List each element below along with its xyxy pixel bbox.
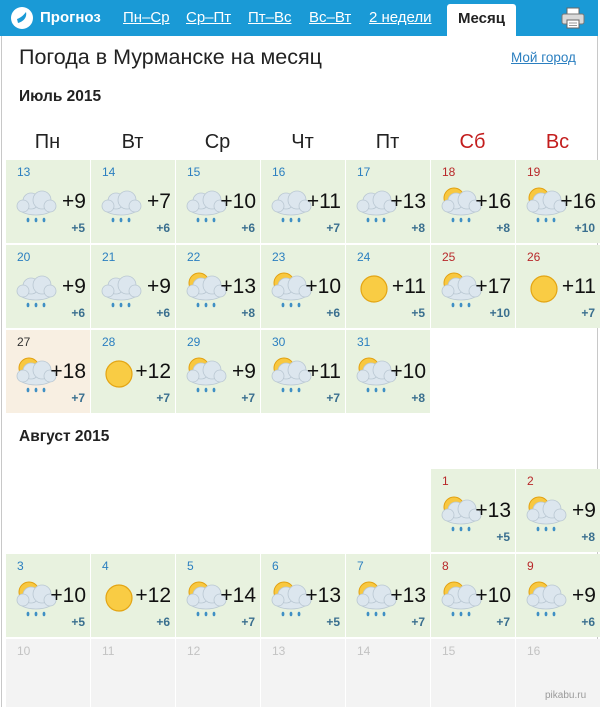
night-temperature: +10	[489, 306, 510, 320]
day-number: 14	[357, 644, 371, 658]
night-temperature: +6	[581, 615, 595, 629]
day-number: 29	[187, 335, 201, 349]
night-temperature: +7	[496, 615, 510, 629]
calendar-day[interactable]	[176, 554, 260, 637]
month-label: Август 2015	[19, 428, 110, 445]
day-number: 5	[187, 559, 194, 573]
calendar-day[interactable]	[6, 330, 90, 413]
day-temperature: +11	[561, 275, 596, 298]
night-temperature: +5	[496, 530, 510, 544]
day-temperature: +9	[232, 360, 256, 383]
calendar-day[interactable]	[176, 245, 260, 328]
day-number: 15	[442, 644, 456, 658]
calendar-day[interactable]	[346, 245, 430, 328]
weekday-header: Вт	[121, 131, 144, 153]
night-temperature: +7	[326, 391, 340, 405]
day-number: 18	[442, 165, 456, 179]
cloud-rain-icon	[97, 183, 145, 225]
night-temperature: +8	[241, 306, 255, 320]
day-number: 8	[442, 559, 449, 573]
day-temperature: +13	[390, 584, 426, 607]
cloud-rain-icon	[12, 268, 60, 310]
calendar-day[interactable]	[91, 245, 175, 328]
calendar-day[interactable]	[91, 160, 175, 243]
calendar-day[interactable]	[431, 245, 515, 328]
night-temperature: +5	[71, 615, 85, 629]
day-number: 26	[527, 250, 541, 264]
day-number: 30	[272, 335, 286, 349]
weekday-header: Пн	[34, 131, 61, 153]
calendar-day-empty	[176, 639, 260, 707]
day-number: 2	[527, 474, 534, 488]
night-temperature: +6	[326, 306, 340, 320]
sun-cloud-rain-icon	[522, 492, 570, 534]
day-number: 1	[442, 474, 449, 488]
day-temperature: +11	[391, 275, 426, 298]
day-temperature: +13	[220, 275, 256, 298]
night-temperature: +6	[241, 221, 255, 235]
weekday-header: Чт	[291, 131, 314, 153]
day-temperature: +9	[147, 275, 171, 298]
calendar-day-empty	[261, 639, 345, 707]
calendar-day[interactable]	[176, 330, 260, 413]
printer-icon[interactable]	[560, 6, 586, 30]
calendar-day[interactable]	[6, 245, 90, 328]
night-temperature: +8	[411, 391, 425, 405]
day-number: 16	[527, 644, 541, 658]
month-label: Июль 2015	[19, 88, 102, 105]
night-temperature: +7	[581, 306, 595, 320]
calendar-day[interactable]	[261, 160, 345, 243]
day-temperature: +14	[220, 584, 256, 607]
sun-cloud-rain-icon	[182, 353, 230, 395]
day-number: 24	[357, 250, 371, 264]
night-temperature: +7	[326, 221, 340, 235]
day-number: 12	[187, 644, 201, 658]
calendar-day[interactable]	[346, 554, 430, 637]
day-number: 14	[102, 165, 116, 179]
day-temperature: +9	[572, 499, 596, 522]
weekday-header: Ср	[204, 131, 231, 153]
day-temperature: +13	[390, 190, 426, 213]
calendar-day[interactable]	[516, 469, 600, 552]
day-temperature: +10	[50, 584, 86, 607]
weekday-header: Сб	[459, 131, 486, 153]
night-temperature: +6	[156, 221, 170, 235]
day-temperature: +12	[135, 360, 171, 383]
calendar-day-empty	[346, 639, 430, 707]
day-temperature: +16	[560, 190, 596, 213]
night-temperature: +5	[71, 221, 85, 235]
day-temperature: +16	[475, 190, 511, 213]
day-number: 11	[102, 644, 115, 658]
night-temperature: +7	[156, 391, 170, 405]
day-number: 31	[357, 335, 371, 349]
page-title: Погода в Мурманске на месяц	[19, 45, 322, 69]
day-number: 4	[102, 559, 109, 573]
tab-mon-wed[interactable]: Пн–Ср	[123, 9, 170, 26]
tab-fri-sun[interactable]: Пт–Вс	[248, 9, 292, 26]
calendar-day[interactable]	[346, 160, 430, 243]
day-temperature: +9	[62, 275, 86, 298]
day-temperature: +13	[305, 584, 341, 607]
day-temperature: +7	[147, 190, 171, 213]
day-temperature: +13	[475, 499, 511, 522]
calendar-day[interactable]	[431, 469, 515, 552]
calendar-day-empty	[431, 639, 515, 707]
night-temperature: +8	[581, 530, 595, 544]
cloud-rain-icon	[97, 268, 145, 310]
calendar-day[interactable]	[431, 554, 515, 637]
calendar-day[interactable]	[346, 330, 430, 413]
calendar-day[interactable]	[516, 554, 600, 637]
day-number: 3	[17, 559, 24, 573]
tab-month[interactable]: Месяц	[447, 4, 516, 36]
day-number: 7	[357, 559, 364, 573]
tab-sun-tue[interactable]: Вс–Вт	[309, 9, 352, 26]
night-temperature: +5	[411, 306, 425, 320]
calendar-day[interactable]	[6, 554, 90, 637]
night-temperature: +5	[326, 615, 340, 629]
day-number: 20	[17, 250, 31, 264]
day-number: 22	[187, 250, 201, 264]
calendar-day[interactable]	[431, 160, 515, 243]
day-temperature: +18	[50, 360, 86, 383]
calendar-day-empty	[6, 639, 90, 707]
day-number: 17	[357, 165, 371, 179]
day-number: 10	[17, 644, 31, 658]
night-temperature: +7	[241, 391, 255, 405]
day-temperature: +9	[62, 190, 86, 213]
day-temperature: +17	[475, 275, 511, 298]
day-temperature: +10	[220, 190, 256, 213]
day-number: 15	[187, 165, 201, 179]
calendar-day[interactable]	[91, 554, 175, 637]
day-number: 6	[272, 559, 279, 573]
night-temperature: +7	[71, 391, 85, 405]
calendar-day[interactable]	[261, 245, 345, 328]
tab-2-weeks[interactable]: 2 недели	[369, 9, 432, 26]
calendar-day[interactable]	[91, 330, 175, 413]
calendar-day-empty	[91, 639, 175, 707]
day-temperature: +10	[390, 360, 426, 383]
weekday-header: Вс	[545, 131, 570, 153]
day-number: 9	[527, 559, 534, 573]
night-temperature: +8	[496, 221, 510, 235]
day-temperature: +9	[572, 584, 596, 607]
top-nav	[0, 0, 598, 36]
day-number: 28	[102, 335, 116, 349]
day-temperature: +11	[306, 190, 341, 213]
night-temperature: +6	[156, 615, 170, 629]
logo-icon	[11, 7, 33, 29]
day-number: 13	[272, 644, 286, 658]
calendar-day[interactable]	[6, 160, 90, 243]
night-temperature: +10	[574, 221, 595, 235]
day-temperature: +10	[305, 275, 341, 298]
calendar-day[interactable]	[261, 330, 345, 413]
day-number: 21	[102, 250, 116, 264]
watermark: pikabu.ru	[545, 690, 587, 701]
night-temperature: +7	[241, 615, 255, 629]
night-temperature: +6	[156, 306, 170, 320]
day-number: 23	[272, 250, 286, 264]
night-temperature: +7	[411, 615, 425, 629]
cloud-rain-icon	[12, 183, 60, 225]
brand-label[interactable]: Прогноз	[40, 9, 101, 26]
day-number: 13	[17, 165, 31, 179]
night-temperature: +6	[71, 306, 85, 320]
day-number: 16	[272, 165, 286, 179]
calendar-day[interactable]	[176, 160, 260, 243]
day-temperature: +10	[475, 584, 511, 607]
tab-wed-fri[interactable]: Ср–Пт	[186, 9, 232, 26]
day-temperature: +12	[135, 584, 171, 607]
day-number: 27	[17, 335, 31, 349]
night-temperature: +8	[411, 221, 425, 235]
calendar-day[interactable]	[516, 245, 600, 328]
calendar-day[interactable]	[261, 554, 345, 637]
sun-cloud-rain-icon	[522, 577, 570, 619]
my-city-link[interactable]: Мой город	[511, 50, 576, 65]
weekday-header: Пт	[375, 131, 400, 153]
day-number: 25	[442, 250, 456, 264]
day-number: 19	[527, 165, 541, 179]
day-temperature: +11	[306, 360, 341, 383]
calendar-day[interactable]	[516, 160, 600, 243]
